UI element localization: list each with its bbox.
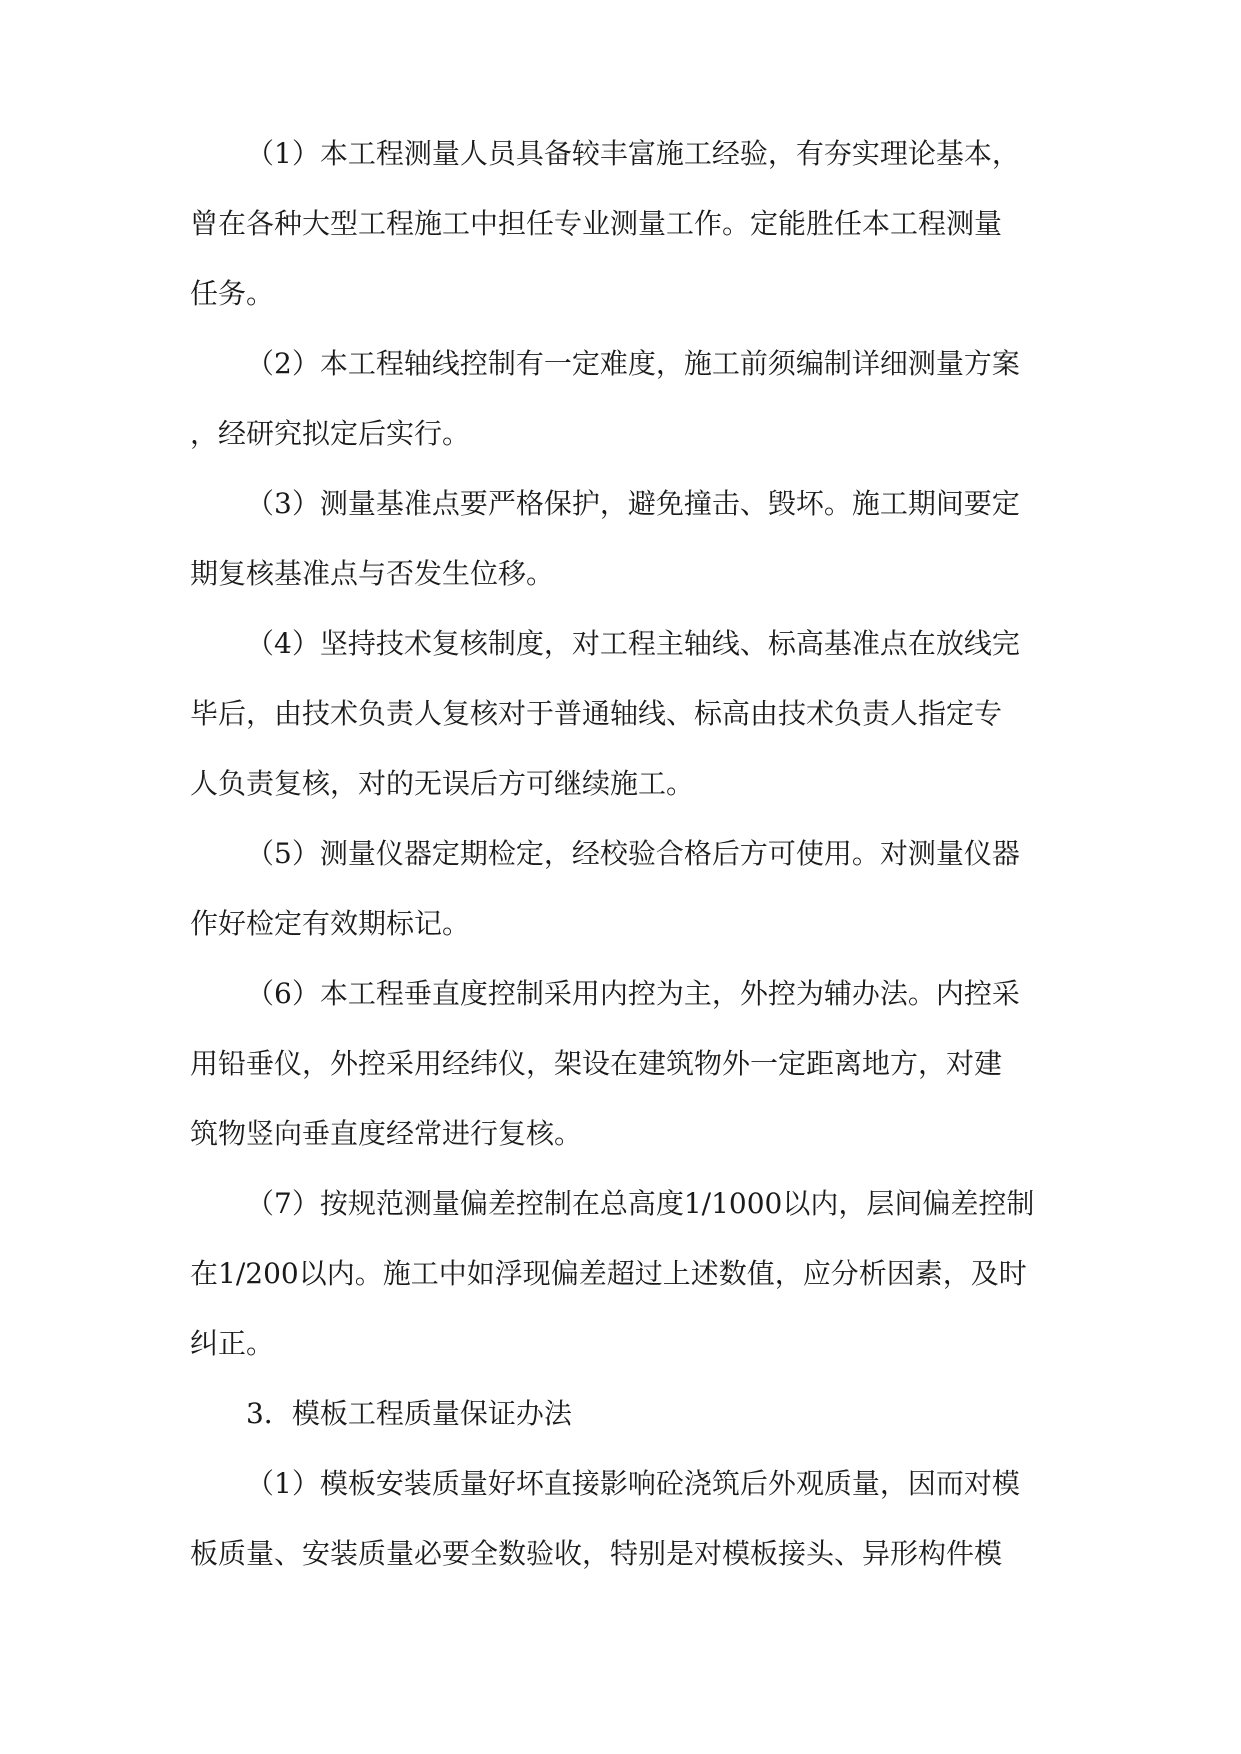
paragraph-line: 曾在各种大型工程施工中担任专业测量工作。定能胜任本工程测量 <box>190 207 1003 240</box>
paragraph-line: （4）坚持技术复核制度，对工程主轴线、标高基准点在放线完 <box>246 627 1020 660</box>
paragraph-line: （2）本工程轴线控制有一定难度，施工前须编制详细测量方案 <box>246 347 1020 380</box>
paragraph-line: （7）按规范测量偏差控制在总高度1/1000以内，层间偏差控制 <box>246 1187 1035 1220</box>
paragraph-line: 人负责复核，对的无误后方可继续施工。 <box>190 767 695 800</box>
paragraph-line: 在1/200以内。施工中如浮现偏差超过上述数值，应分析因素，及时 <box>190 1257 1027 1290</box>
section-heading: 3．模板工程质量保证办法 <box>246 1397 572 1430</box>
paragraph-line: 作好检定有效期标记。 <box>190 907 471 940</box>
paragraph-line: 期复核基准点与否发生位移。 <box>190 557 555 590</box>
paragraph-line: 板质量、安装质量必要全数验收，特别是对模板接头、异形构件模 <box>190 1537 1003 1570</box>
paragraph-line: （6）本工程垂直度控制采用内控为主，外控为辅办法。内控采 <box>246 977 1020 1010</box>
paragraph-line: 用铅垂仪，外控采用经纬仪，架设在建筑物外一定距离地方，对建 <box>190 1047 1003 1080</box>
paragraph-line: 筑物竖向垂直度经常进行复核。 <box>190 1117 583 1150</box>
paragraph-line: （3）测量基准点要严格保护，避免撞击、毁坏。施工期间要定 <box>246 487 1020 520</box>
paragraph-line: 任务。 <box>190 277 275 310</box>
paragraph-line: 纠正。 <box>190 1327 275 1360</box>
paragraph-line: （5）测量仪器定期检定，经校验合格后方可使用。对测量仪器 <box>246 837 1020 870</box>
paragraph-line: （1）本工程测量人员具备较丰富施工经验，有夯实理论基本， <box>246 137 1020 170</box>
paragraph-line: 毕后，由技术负责人复核对于普通轴线、标高由技术负责人指定专 <box>190 697 1003 730</box>
paragraph-line: ，经研究拟定后实行。 <box>190 417 471 450</box>
paragraph-line: （1）模板安装质量好坏直接影响砼浇筑后外观质量，因而对模 <box>246 1467 1020 1500</box>
